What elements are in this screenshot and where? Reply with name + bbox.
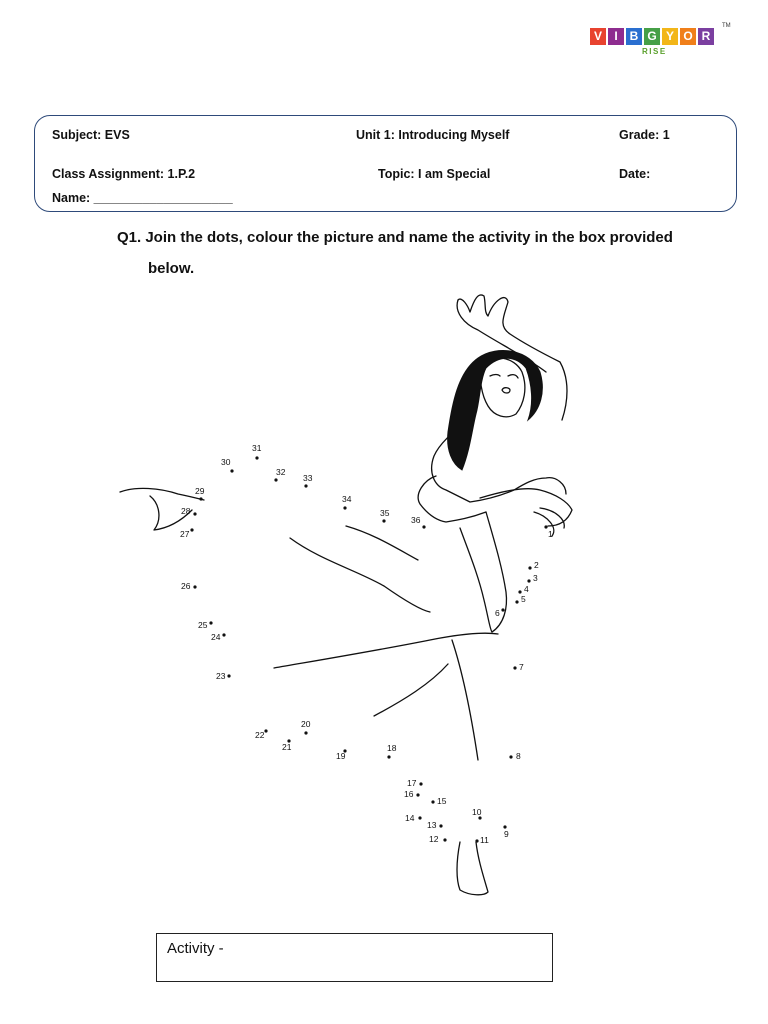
sleeve-line [418, 476, 486, 522]
dot-label-11: 11 [480, 835, 489, 845]
vibgyor-logo [590, 23, 731, 56]
dot-3 [527, 579, 530, 582]
dot-label-17: 17 [407, 778, 417, 788]
dot-36 [422, 525, 425, 528]
dot-20 [304, 731, 307, 734]
dot-label-3: 3 [533, 573, 538, 583]
mouth [502, 388, 510, 393]
dot-label-30: 30 [221, 457, 231, 467]
eyebrows [490, 375, 518, 379]
dot-label-29: 29 [195, 486, 205, 496]
assignment-header-box [34, 115, 737, 212]
activity-label: Activity - [167, 940, 224, 957]
logo-letter: Y [662, 28, 678, 45]
dot-label-19: 19 [336, 751, 346, 761]
logo-letter: I [608, 28, 624, 45]
dot-30 [230, 469, 233, 472]
activity-answer-box[interactable] [156, 933, 553, 982]
dot-6 [501, 608, 504, 611]
logo-letter: B [626, 28, 642, 45]
dot-label-20: 20 [301, 719, 311, 729]
dot-label-24: 24 [211, 632, 221, 642]
logo-letters [590, 28, 714, 45]
logo-letter: V [590, 28, 606, 45]
dot-label-12: 12 [429, 834, 439, 844]
dot-label-7: 7 [519, 662, 524, 672]
skirt-swirl-1 [290, 538, 430, 612]
dot-label-1: 1 [548, 529, 553, 539]
dot-26 [193, 585, 196, 588]
dot-label-21: 21 [282, 742, 292, 752]
dot-label-5: 5 [521, 594, 526, 604]
dot-label-4: 4 [524, 584, 529, 594]
dot-18 [387, 755, 390, 758]
dot-24 [222, 633, 225, 636]
logo-letter: O [680, 28, 696, 45]
question-text [117, 222, 717, 284]
dot-label-32: 32 [276, 467, 286, 477]
dot-label-16: 16 [404, 789, 414, 799]
dot-27 [190, 528, 193, 531]
dot-34 [343, 506, 346, 509]
dot-label-9: 9 [504, 829, 509, 839]
numbered-dots [180, 443, 553, 845]
dot-label-6: 6 [495, 608, 500, 618]
dot-label-35: 35 [380, 508, 390, 518]
logo-letter: R [698, 28, 714, 45]
skirt-swirl-5 [452, 640, 478, 760]
dot-label-31: 31 [252, 443, 262, 453]
class-assignment-label: Class Assignment: 1.P.2 [52, 167, 196, 181]
dot-2 [528, 566, 531, 569]
dot-22 [264, 729, 267, 732]
dot-28 [193, 512, 196, 515]
dot-13 [439, 824, 442, 827]
logo-subtitle: RISE [642, 47, 667, 56]
kicked-foot-line [120, 488, 204, 530]
standing-foot-line [457, 842, 488, 895]
dot-15 [431, 800, 434, 803]
name-field[interactable]: Name: ____________________ [52, 191, 233, 205]
dot-label-26: 26 [181, 581, 191, 591]
dot-label-36: 36 [411, 515, 421, 525]
skirt-swirl-4 [374, 664, 448, 716]
dot-label-34: 34 [342, 494, 352, 504]
dot-label-8: 8 [516, 751, 521, 761]
dot-label-25: 25 [198, 620, 208, 630]
date-label: Date: [619, 167, 651, 181]
logo-trademark: TM [722, 23, 731, 29]
dot-33 [304, 484, 307, 487]
dot-label-28: 28 [181, 506, 191, 516]
dot-29 [199, 497, 202, 500]
dot-14 [418, 816, 421, 819]
dot-8 [509, 755, 512, 758]
forearm-line [480, 489, 572, 526]
dot-16 [416, 793, 419, 796]
dot-32 [274, 478, 277, 481]
dot-label-14: 14 [405, 813, 415, 823]
dot-label-23: 23 [216, 671, 226, 681]
subject-label: Subject: EVS [52, 128, 130, 142]
dot-23 [227, 674, 230, 677]
dot-35 [382, 519, 385, 522]
grade-label: Grade: 1 [619, 128, 670, 142]
dot-to-dot-drawing [0, 280, 768, 920]
dot-7 [513, 666, 516, 669]
dot-25 [209, 621, 212, 624]
question-line-2: below. [148, 260, 195, 277]
hair-shape [448, 350, 543, 470]
dot-label-15: 15 [437, 796, 447, 806]
dot-label-10: 10 [472, 807, 482, 817]
dot-label-18: 18 [387, 743, 397, 753]
dot-label-13: 13 [427, 820, 437, 830]
dot-label-22: 22 [255, 730, 265, 740]
dot-31 [255, 456, 258, 459]
dot-label-2: 2 [534, 560, 539, 570]
dress-front-line [460, 528, 492, 632]
unit-label: Unit 1: Introducing Myself [356, 128, 510, 142]
dot-label-27: 27 [180, 529, 190, 539]
dot-17 [419, 782, 422, 785]
dot-11 [475, 839, 478, 842]
topic-label: Topic: I am Special [378, 167, 491, 181]
skirt-swirl-3 [274, 633, 498, 668]
dancer-outline [120, 295, 572, 895]
dot-5 [515, 600, 518, 603]
skirt-swirl-2 [346, 526, 418, 560]
logo-letter: G [644, 28, 660, 45]
dot-12 [443, 838, 446, 841]
dot-label-33: 33 [303, 473, 313, 483]
question-line-1: Q1. Join the dots, colour the picture and name the activity in the box provided [117, 229, 673, 246]
